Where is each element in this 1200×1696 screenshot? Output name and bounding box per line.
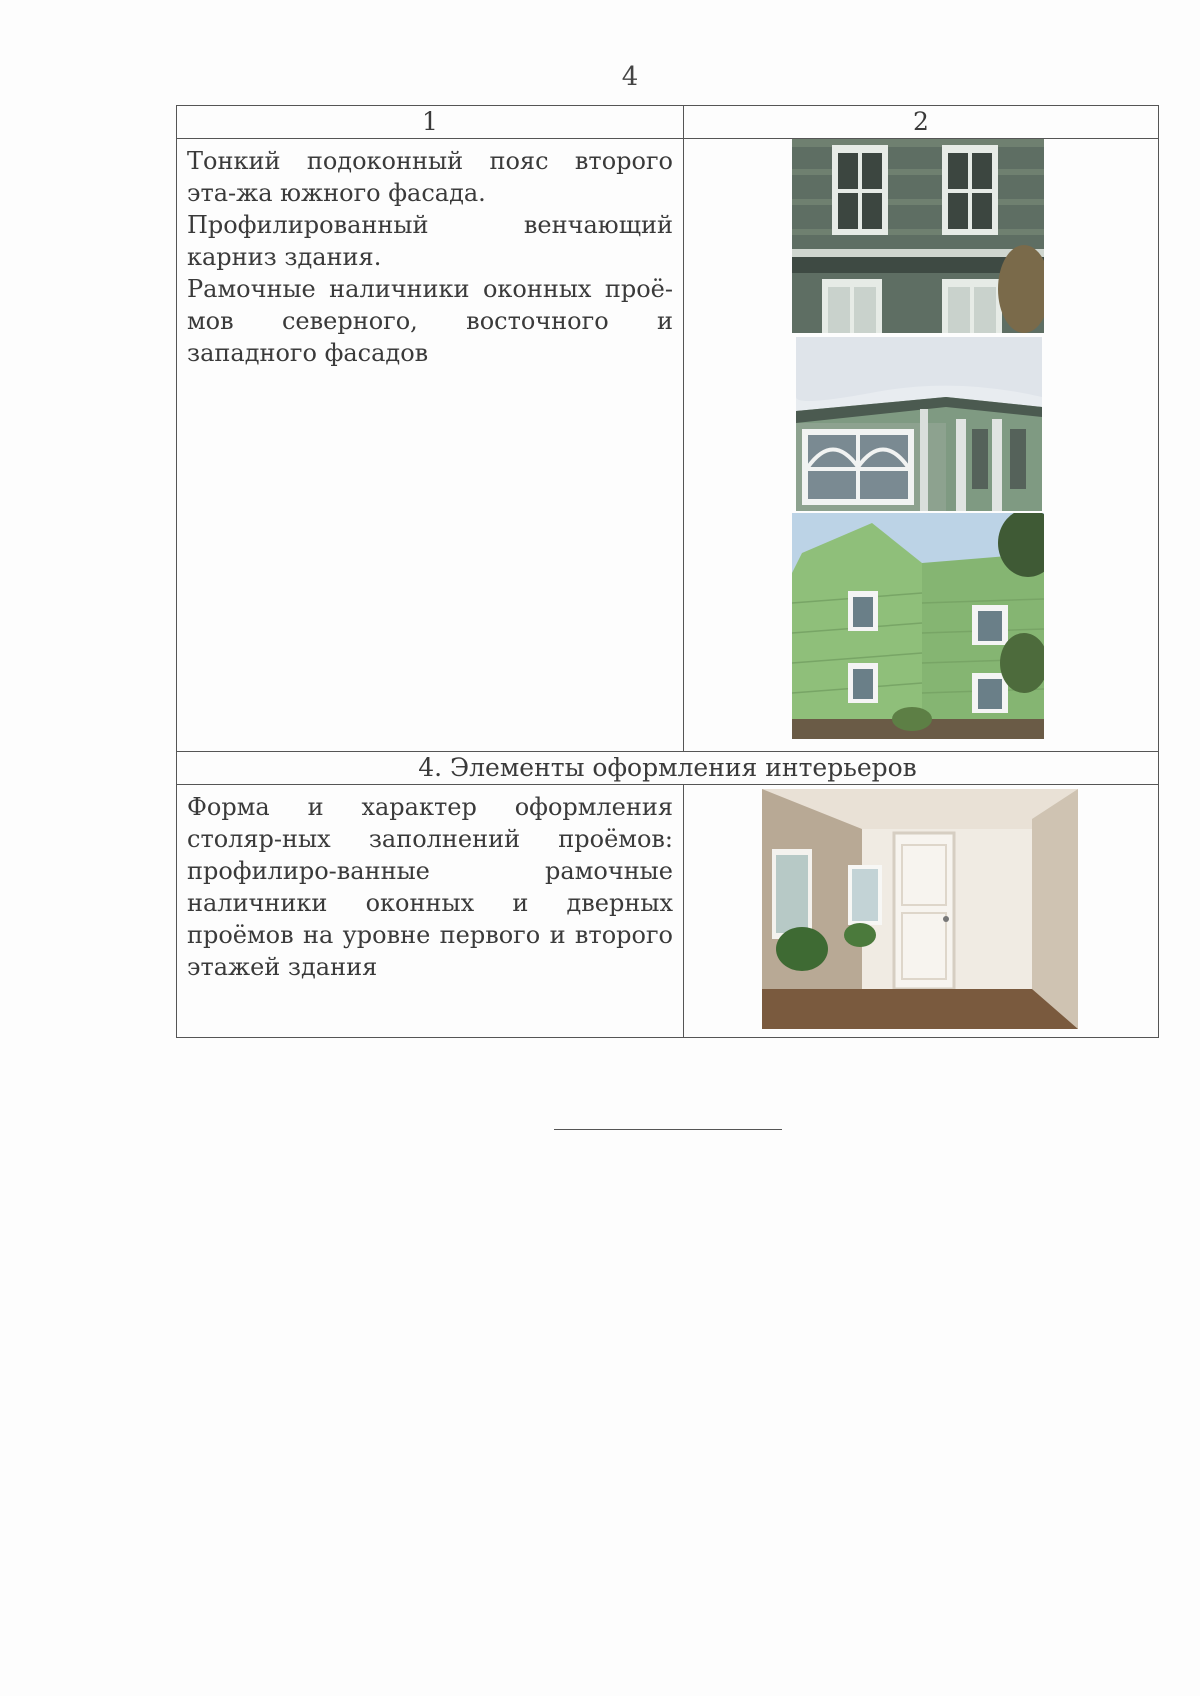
section-4-title: 4. Элементы оформления интерьеров bbox=[177, 752, 1159, 785]
table-header-row bbox=[177, 106, 1159, 139]
page-number: 4 bbox=[621, 62, 639, 92]
table-row bbox=[177, 139, 1159, 752]
paragraph-cornice: Профилированный венчающий карниз здания. bbox=[187, 211, 673, 271]
row1-text-cell bbox=[177, 139, 684, 752]
row2-text-cell bbox=[177, 785, 684, 1038]
paragraph-interior: Форма и характер оформления столяр-ных заполнений проёмов: профилиро-ванные рамочные наличники оконных и дверных проёмов на уровне первого и второго этажей здания bbox=[187, 793, 673, 981]
header-col-2: 2 bbox=[684, 106, 1159, 139]
section-row bbox=[177, 752, 1159, 785]
cornice-corner-photo bbox=[796, 337, 1042, 511]
table-row bbox=[177, 785, 1159, 1038]
green-facade-photo bbox=[792, 513, 1044, 739]
south-facade-windows-photo bbox=[792, 139, 1044, 333]
row1-image-cell bbox=[684, 139, 1159, 752]
paragraph-window-frames: Рамочные наличники оконных проё-мов северного, восточного и западного фасадов bbox=[187, 275, 673, 367]
document-table bbox=[176, 105, 1159, 1038]
paragraph-sill-belt: Тонкий подоконный пояс второго эта-жа южного фасада. bbox=[187, 147, 673, 207]
interior-door-photo bbox=[762, 789, 1078, 1029]
row2-image-cell bbox=[684, 785, 1159, 1038]
closing-separator-line bbox=[554, 1129, 782, 1130]
header-col-1: 1 bbox=[177, 106, 684, 139]
